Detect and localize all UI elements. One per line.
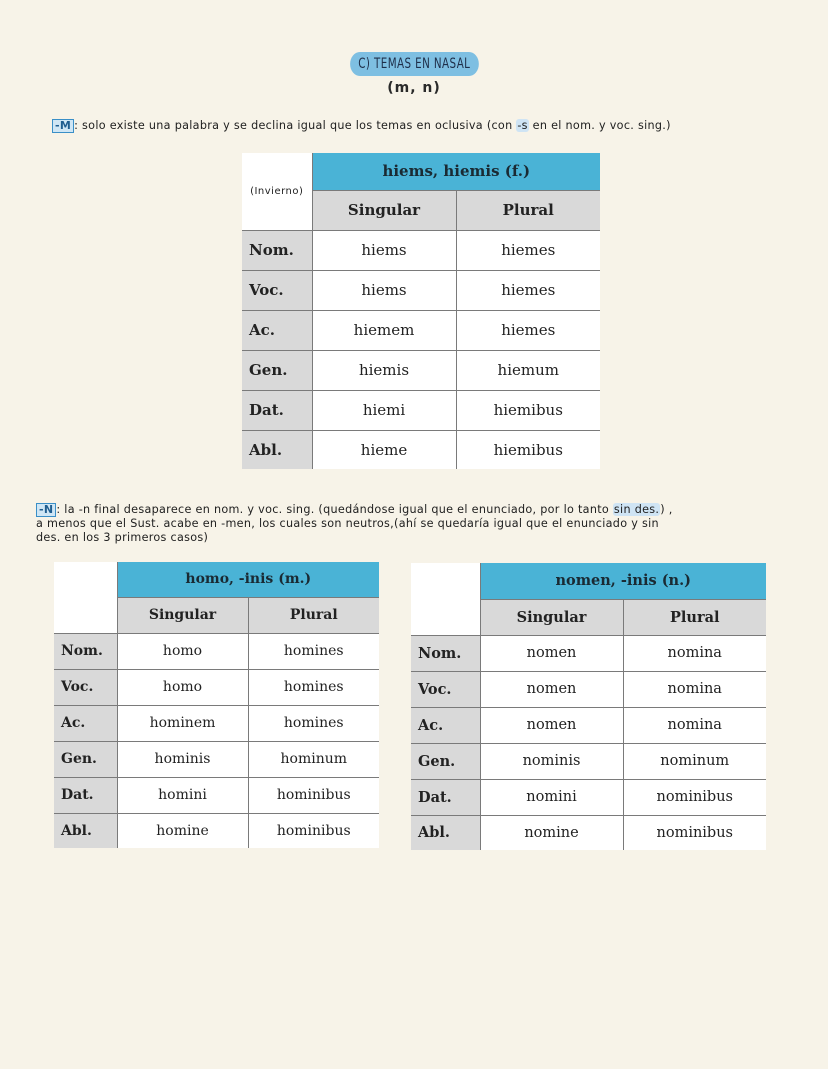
singular-cell: nomini (480, 779, 623, 815)
plural-cell: hominibus (248, 777, 379, 813)
table-row (242, 270, 600, 310)
table-row (242, 350, 600, 390)
singular-cell: nominis (480, 743, 623, 779)
note-m-text-before: : solo existe una palabra y se declina igual que los temas en oclusiva (con (74, 119, 517, 132)
table-row (54, 813, 379, 848)
column-header-singular: Singular (312, 190, 456, 230)
case-label: Voc. (54, 669, 117, 705)
singular-cell: hiems (312, 270, 456, 310)
plural-cell: nomina (623, 635, 766, 671)
singular-cell: hiems (312, 230, 456, 270)
corner-label: (Invierno) (242, 153, 312, 230)
page-subtitle: (m, n) (387, 80, 441, 96)
table-row (54, 669, 379, 705)
note-n-line-2: a menos que el Sust. acabe en -men, los cuales son neutros,(ahí se quedaría igual que el enunciado y sin (36, 517, 659, 530)
table-row (54, 777, 379, 813)
singular-cell: hiemis (312, 350, 456, 390)
table-title: nomen, -inis (n.) (480, 563, 766, 599)
singular-cell: nomen (480, 671, 623, 707)
singular-cell: homo (117, 669, 248, 705)
table-nomen (411, 563, 766, 850)
table-row (54, 741, 379, 777)
case-label: Ac. (242, 310, 312, 350)
corner-label (54, 562, 117, 633)
case-label: Gen. (242, 350, 312, 390)
note-n-text-after: ) , (660, 503, 673, 516)
plural-cell: hominum (248, 741, 379, 777)
table-row (411, 671, 766, 707)
table-row (242, 390, 600, 430)
table-row (411, 815, 766, 850)
table-homo (54, 562, 379, 848)
plural-cell: homines (248, 633, 379, 669)
plural-cell: hiemum (456, 350, 600, 390)
singular-cell: homo (117, 633, 248, 669)
plural-cell: hiemes (456, 310, 600, 350)
singular-cell: nomine (480, 815, 623, 850)
singular-cell: hiemi (312, 390, 456, 430)
singular-cell: hominem (117, 705, 248, 741)
plural-cell: nomina (623, 707, 766, 743)
plural-cell: hiemes (456, 230, 600, 270)
case-label: Ac. (411, 707, 480, 743)
case-label: Voc. (242, 270, 312, 310)
singular-cell: hieme (312, 430, 456, 469)
title-container (0, 52, 828, 76)
note-m-highlight: -s (517, 119, 528, 132)
plural-cell: nomina (623, 671, 766, 707)
table-row (411, 707, 766, 743)
table-row (411, 743, 766, 779)
singular-cell: nomen (480, 635, 623, 671)
tag-n: -N (36, 503, 56, 517)
case-label: Abl. (54, 813, 117, 848)
table-row (411, 779, 766, 815)
singular-cell: nomen (480, 707, 623, 743)
note-m-text-after: en el nom. y voc. sing.) (528, 119, 671, 132)
column-header-singular: Singular (480, 599, 623, 635)
table-row (242, 310, 600, 350)
plural-cell: hiemibus (456, 390, 600, 430)
column-header-plural: Plural (623, 599, 766, 635)
singular-cell: homini (117, 777, 248, 813)
table-row (54, 705, 379, 741)
case-label: Dat. (54, 777, 117, 813)
case-label: Ac. (54, 705, 117, 741)
table-hiems (242, 153, 600, 469)
case-label: Nom. (411, 635, 480, 671)
singular-cell: hiemem (312, 310, 456, 350)
tag-m: -M (52, 119, 74, 133)
column-header-singular: Singular (117, 597, 248, 633)
plural-cell: hominibus (248, 813, 379, 848)
note-n-line-1 (36, 503, 673, 517)
case-label: Voc. (411, 671, 480, 707)
table-row (242, 230, 600, 270)
case-label: Dat. (411, 779, 480, 815)
case-label: Abl. (411, 815, 480, 850)
table-row (54, 633, 379, 669)
plural-cell: homines (248, 669, 379, 705)
table-row (242, 430, 600, 469)
case-label: Gen. (54, 741, 117, 777)
table-title: homo, -inis (m.) (117, 562, 379, 597)
case-label: Gen. (411, 743, 480, 779)
column-header-plural: Plural (456, 190, 600, 230)
note-n (36, 503, 673, 545)
case-label: Dat. (242, 390, 312, 430)
plural-cell: nominum (623, 743, 766, 779)
singular-cell: hominis (117, 741, 248, 777)
plural-cell: hiemes (456, 270, 600, 310)
note-n-text-before: : la -n final desaparece en nom. y voc. sing. (quedándose igual que el enunciado, por lo tanto (56, 503, 613, 516)
case-label: Nom. (242, 230, 312, 270)
case-label: Nom. (54, 633, 117, 669)
plural-cell: nominibus (623, 815, 766, 850)
singular-cell: homine (117, 813, 248, 848)
table-row (411, 635, 766, 671)
table-title: hiems, hiemis (f.) (312, 153, 600, 190)
page-title: C) TEMAS EN NASAL (350, 52, 478, 76)
plural-cell: hiemibus (456, 430, 600, 469)
plural-cell: nominibus (623, 779, 766, 815)
plural-cell: homines (248, 705, 379, 741)
column-header-plural: Plural (248, 597, 379, 633)
corner-label (411, 563, 480, 635)
case-label: Abl. (242, 430, 312, 469)
note-n-line-3: des. en los 3 primeros casos) (36, 531, 209, 544)
note-m (52, 119, 671, 133)
note-n-highlight: sin des. (613, 503, 660, 516)
